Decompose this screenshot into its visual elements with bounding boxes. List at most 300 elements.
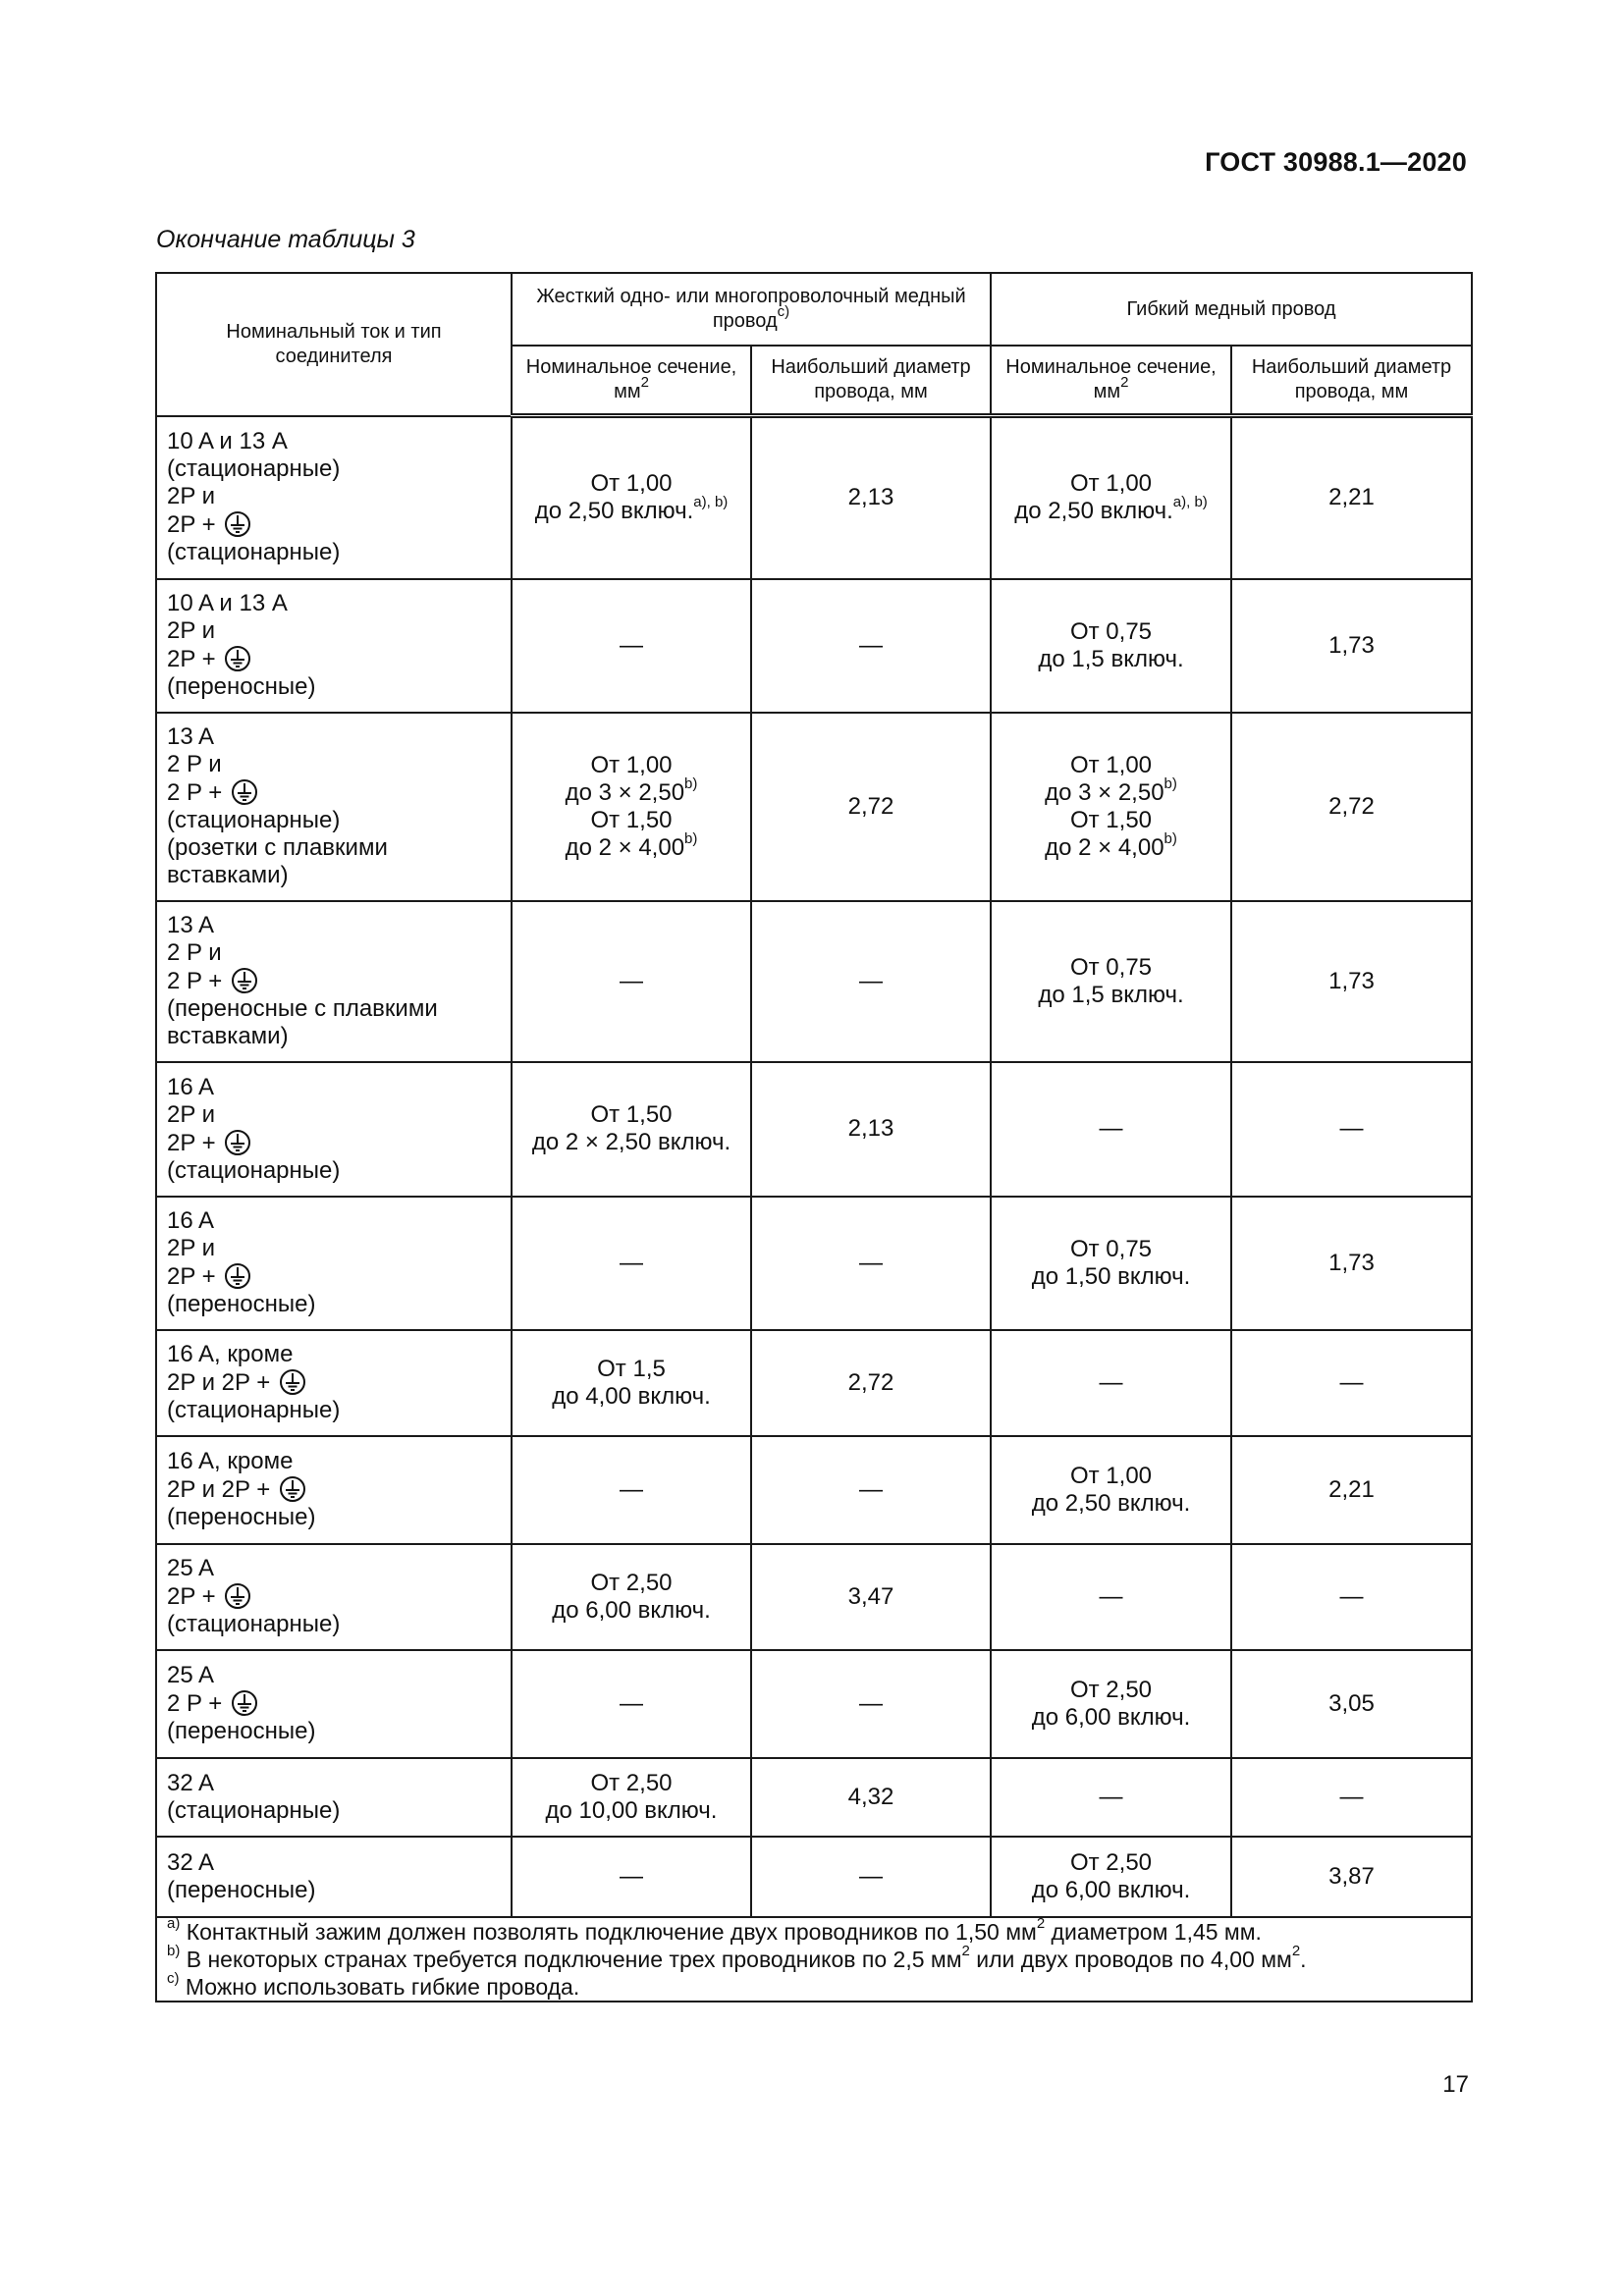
- flex-section-line: [1001, 954, 1220, 982]
- header-rigid-wire: [512, 273, 991, 346]
- flex-diameter-text: 1,73: [1328, 631, 1375, 659]
- flex-diameter-line: [1242, 1369, 1461, 1397]
- flex-diameter-cell: [1231, 1837, 1472, 1917]
- connector-type-cell: [156, 1062, 512, 1197]
- footnotes: [156, 1914, 1472, 2002]
- connector-type-line: [167, 751, 501, 778]
- flex-diameter-text: 1,73: [1328, 1249, 1375, 1276]
- connector-type-line: [167, 1129, 501, 1157]
- flex-section-line: [1001, 752, 1220, 779]
- header-connector-type-label: Номинальный ток и тип соединителя: [226, 320, 442, 367]
- connector-type-line: [167, 510, 501, 539]
- rigid-section-text: до 10,00 включ.: [545, 1796, 718, 1824]
- flex-section-line: [1001, 1115, 1220, 1143]
- table-row: [156, 1436, 1472, 1544]
- connector-type-line: [167, 617, 501, 645]
- header-flex-diameter: [1231, 346, 1472, 416]
- connector-type-text: 2 P и: [167, 751, 222, 777]
- rigid-diameter-text: 2,72: [847, 792, 894, 820]
- footnote-text: Можно использовать гибкие провода.: [185, 1973, 580, 2000]
- flex-section-cell: [991, 1758, 1231, 1837]
- flex-diameter-text: —: [1339, 1368, 1364, 1396]
- footnote: [167, 1969, 1461, 2001]
- flex-diameter-text: 3,87: [1328, 1862, 1375, 1890]
- connector-type-text: (переносные с плавкими: [167, 995, 438, 1022]
- connector-type-text: 2 P +: [167, 779, 223, 806]
- protective-earth-icon: [231, 778, 258, 806]
- rigid-section-text: до 4,00 включ.: [552, 1382, 711, 1410]
- rigid-section-text: От 2,50: [590, 1569, 673, 1596]
- rigid-diameter-text: 2,72: [847, 1368, 894, 1396]
- flex-section-text: От 2,50: [1069, 1676, 1153, 1703]
- footnote-text: В некоторых странах требуется подключение трех проводников по 2,5 мм: [186, 1946, 962, 1972]
- rigid-section-text: От 1,00: [590, 470, 673, 498]
- flex-diameter-cell: [1231, 1197, 1472, 1330]
- rigid-section-cell: [512, 1330, 751, 1436]
- footnote-text: Контактный зажим должен позволять подключение двух проводников по 1,50 мм: [186, 1918, 1037, 1945]
- rigid-diameter-text: 2,13: [847, 1115, 894, 1142]
- connector-type-line: [167, 645, 501, 673]
- rigid-section-line: [522, 632, 740, 660]
- connector-type-text: (стационарные): [167, 455, 341, 482]
- rigid-section-line: [522, 1250, 740, 1277]
- connector-type-line: [167, 1611, 501, 1638]
- connector-type-text: 2P +: [167, 511, 216, 538]
- table-row: [156, 1650, 1472, 1758]
- flex-diameter-cell: [1231, 1436, 1472, 1544]
- connector-type-line: [167, 1877, 501, 1904]
- flex-section-cell: [991, 579, 1231, 713]
- connector-type-text: (стационарные): [167, 1156, 341, 1184]
- connector-type-text: (переносные): [167, 1876, 316, 1903]
- connector-type-line: [167, 1368, 501, 1397]
- table-row: [156, 1837, 1472, 1917]
- header-rigid-section-sup: 2: [640, 374, 649, 392]
- header-flex-diameter-label: Наибольший диаметр провода, мм: [1251, 356, 1452, 402]
- rigid-section-text: до 2 × 2,50 включ.: [531, 1129, 731, 1155]
- connector-type-line: [167, 539, 501, 566]
- footnote: [167, 1942, 1461, 1973]
- flex-diameter-text: 2,72: [1328, 792, 1375, 820]
- rigid-diameter-text: —: [859, 1475, 883, 1503]
- flex-section-text: —: [1099, 1368, 1123, 1396]
- connector-type-line: [167, 1397, 501, 1424]
- rigid-section-line: [522, 1570, 740, 1597]
- table-caption: Окончание таблицы 3: [156, 226, 415, 253]
- rigid-diameter-text: 4,32: [847, 1783, 894, 1810]
- rigid-section-line: [522, 1476, 740, 1504]
- flex-diameter-text: 3,05: [1328, 1689, 1375, 1717]
- protective-earth-icon: [224, 645, 251, 672]
- flex-section-line: [1001, 807, 1220, 834]
- connector-type-text: 16 A: [167, 1207, 215, 1234]
- connector-type-text: 2P и 2P +: [167, 1369, 271, 1396]
- flex-section-text: до 3 × 2,50: [1045, 778, 1164, 806]
- flex-section-cell: [991, 1650, 1231, 1758]
- table-row: [156, 1197, 1472, 1330]
- rigid-section-cell: [512, 1758, 751, 1837]
- connector-type-line: [167, 1341, 501, 1368]
- connector-type-cell: [156, 1650, 512, 1758]
- table-row: [156, 901, 1472, 1062]
- connector-type-cell: [156, 1436, 512, 1544]
- connector-type-line: [167, 995, 501, 1023]
- flex-section-text: до 1,50 включ.: [1031, 1262, 1191, 1290]
- footnote-superscript: 2: [1036, 1914, 1046, 1932]
- flex-section-text: От 0,75: [1069, 953, 1153, 981]
- rigid-section-text: От 1,50: [590, 806, 673, 833]
- connector-type-line: [167, 939, 501, 967]
- rigid-section-cell: [512, 1436, 751, 1544]
- connector-type-line: [167, 1157, 501, 1185]
- rigid-section-footnote-ref: b): [684, 829, 698, 847]
- connector-type-text: 2 P +: [167, 968, 223, 994]
- flex-section-line: [1001, 774, 1220, 807]
- connector-type-line: [167, 1101, 501, 1129]
- header-flexible-wire-label: Гибкий медный провод: [1126, 297, 1336, 320]
- connector-type-text: 16 A: [167, 1073, 215, 1100]
- connector-type-cell: [156, 416, 512, 579]
- connector-type-cell: [156, 1197, 512, 1330]
- rigid-section-line: [522, 1797, 740, 1825]
- rigid-diameter-line: [762, 484, 980, 511]
- rigid-diameter-cell: [751, 1758, 991, 1837]
- header-rigid-diameter-label: Наибольший диаметр провода, мм: [771, 356, 971, 402]
- flex-section-footnote-ref: b): [1164, 774, 1177, 792]
- rigid-section-line: [522, 752, 740, 779]
- connector-type-cell: [156, 1330, 512, 1436]
- rigid-section-line: [522, 968, 740, 995]
- table-row: [156, 1758, 1472, 1837]
- flex-diameter-line: [1242, 484, 1461, 511]
- rigid-section-line: [522, 1383, 740, 1411]
- flex-section-cell: [991, 1544, 1231, 1650]
- connector-type-text: 2P +: [167, 1263, 216, 1290]
- connector-type-text: (стационарные): [167, 1397, 341, 1423]
- rigid-section-text: От 2,50: [590, 1769, 673, 1796]
- flex-diameter-cell: [1231, 1062, 1472, 1197]
- rigid-section-text: —: [620, 1249, 643, 1276]
- connector-type-text: (переносные): [167, 1504, 316, 1530]
- rigid-diameter-line: [762, 632, 980, 660]
- flex-section-text: От 0,75: [1069, 1235, 1153, 1262]
- protective-earth-icon: [224, 1129, 251, 1156]
- connector-type-text: 32 A: [167, 1769, 215, 1796]
- rigid-diameter-line: [762, 1863, 980, 1891]
- flex-section-line: [1001, 982, 1220, 1009]
- rigid-diameter-cell: [751, 416, 991, 579]
- header-flex-section-sup: 2: [1120, 374, 1129, 392]
- table-row: [156, 1330, 1472, 1436]
- flex-section-line: [1001, 1236, 1220, 1263]
- rigid-diameter-cell: [751, 1062, 991, 1197]
- flex-section-line: [1001, 646, 1220, 673]
- header-rigid-wire-label: Жесткий одно- или многопроволочный медный провод: [536, 286, 966, 332]
- rigid-diameter-text: 2,13: [847, 484, 894, 511]
- connector-type-line: [167, 834, 501, 862]
- connector-type-line: [167, 1235, 501, 1262]
- flex-diameter-line: [1242, 632, 1461, 660]
- table-row: [156, 579, 1472, 713]
- rigid-diameter-line: [762, 1476, 980, 1504]
- connector-type-text: вставками): [167, 862, 289, 888]
- connector-type-text: 2P и: [167, 617, 215, 644]
- rigid-diameter-cell: [751, 901, 991, 1062]
- connector-type-text: 25 A: [167, 1555, 215, 1581]
- connector-type-line: [167, 1582, 501, 1611]
- flex-section-line: [1001, 494, 1220, 525]
- footnote-superscript: 2: [1291, 1942, 1301, 1959]
- connector-type-cell: [156, 1544, 512, 1650]
- header-rigid-section: [512, 346, 751, 416]
- connector-type-line: [167, 1662, 501, 1689]
- rigid-diameter-line: [762, 1690, 980, 1718]
- flex-section-cell: [991, 1197, 1231, 1330]
- flex-diameter-line: [1242, 793, 1461, 821]
- flex-section-text: —: [1099, 1115, 1123, 1142]
- protective-earth-icon: [224, 1262, 251, 1290]
- rigid-diameter-cell: [751, 1544, 991, 1650]
- flex-diameter-cell: [1231, 1758, 1472, 1837]
- footnote-mark: c): [167, 1969, 180, 1987]
- rigid-section-footnote-ref: b): [684, 774, 698, 792]
- flex-diameter-text: —: [1339, 1115, 1364, 1142]
- rigid-section-footnote-ref: a), b): [693, 494, 729, 511]
- rigid-section-text: до 3 × 2,50: [565, 778, 685, 806]
- flex-section-cell: [991, 1062, 1231, 1197]
- header-rigid-diameter: [751, 346, 991, 416]
- rigid-section-text: —: [620, 631, 643, 659]
- rigid-section-line: [522, 774, 740, 807]
- flex-diameter-cell: [1231, 416, 1472, 579]
- table-body: [156, 416, 1472, 1917]
- rigid-diameter-cell: [751, 1837, 991, 1917]
- document-code: ГОСТ 30988.1—2020: [1205, 147, 1467, 177]
- flex-section-text: до 6,00 включ.: [1031, 1703, 1191, 1731]
- table-row: [156, 1062, 1472, 1197]
- flex-section-line: [1001, 1583, 1220, 1611]
- connector-type-line: [167, 1689, 501, 1718]
- connector-type-text: (переносные): [167, 1718, 316, 1744]
- flex-section-text: От 2,50: [1069, 1848, 1153, 1876]
- header-flexible-wire: [991, 273, 1472, 346]
- rigid-diameter-line: [762, 1583, 980, 1611]
- flex-section-text: От 1,50: [1069, 806, 1153, 833]
- rigid-section-line: [522, 1690, 740, 1718]
- connector-type-text: (стационарные): [167, 539, 341, 565]
- connector-type-cell: [156, 1758, 512, 1837]
- connector-type-line: [167, 1074, 501, 1101]
- rigid-diameter-text: —: [859, 1689, 883, 1717]
- connector-type-line: [167, 778, 501, 807]
- rigid-section-text: до 2 × 4,00: [565, 833, 685, 861]
- flex-diameter-line: [1242, 1690, 1461, 1718]
- connector-type-text: 2P +: [167, 1583, 216, 1610]
- flex-diameter-line: [1242, 1250, 1461, 1277]
- footnote-mark: a): [167, 1914, 181, 1932]
- connector-type-line: [167, 455, 501, 483]
- flex-section-text: до 2,50 включ.: [1014, 498, 1173, 525]
- connector-type-line: [167, 673, 501, 701]
- rigid-diameter-line: [762, 1369, 980, 1397]
- rigid-diameter-text: 3,47: [847, 1582, 894, 1610]
- flex-section-text: От 1,00: [1069, 1462, 1153, 1489]
- flex-section-footnote-ref: a), b): [1172, 494, 1208, 511]
- connector-type-line: [167, 1262, 501, 1291]
- connector-type-text: 16 A, кроме: [167, 1448, 294, 1474]
- flex-section-footnote-ref: b): [1164, 829, 1177, 847]
- connector-type-text: (стационарные): [167, 1796, 341, 1824]
- header-rigid-section-label: Номинальное сечение, мм: [525, 356, 737, 402]
- footnote-superscript: 2: [961, 1942, 970, 1959]
- flex-section-cell: [991, 901, 1231, 1062]
- connector-type-text: (переносные): [167, 1291, 316, 1317]
- rigid-diameter-line: [762, 1784, 980, 1811]
- rigid-diameter-line: [762, 793, 980, 821]
- connector-type-text: 2P и: [167, 483, 215, 509]
- connector-type-line: [167, 590, 501, 617]
- rigid-section-line: [522, 1863, 740, 1891]
- flex-section-text: От 1,00: [1069, 470, 1153, 498]
- connector-type-text: 2P и: [167, 1235, 215, 1261]
- connector-type-text: 25 A: [167, 1662, 215, 1688]
- flex-diameter-line: [1242, 1115, 1461, 1143]
- connector-type-text: 10 A и 13 A: [167, 590, 288, 616]
- rigid-section-text: От 1,50: [590, 1101, 673, 1128]
- rigid-section-cell: [512, 901, 751, 1062]
- connector-type-line: [167, 1448, 501, 1475]
- flex-section-line: [1001, 1677, 1220, 1704]
- connector-type-line: [167, 1207, 501, 1235]
- flex-diameter-text: 2,21: [1328, 484, 1375, 511]
- rigid-diameter-line: [762, 968, 980, 995]
- rigid-diameter-text: —: [859, 1862, 883, 1890]
- connector-type-text: (розетки с плавкими: [167, 834, 388, 861]
- rigid-section-cell: [512, 1062, 751, 1197]
- connector-type-text: вставками): [167, 1023, 289, 1049]
- flex-section-text: до 1,5 включ.: [1038, 981, 1184, 1008]
- rigid-section-line: [522, 807, 740, 834]
- rigid-section-line: [522, 1597, 740, 1625]
- flex-section-line: [1001, 1369, 1220, 1397]
- rigid-section-cell: [512, 1544, 751, 1650]
- flex-section-line: [1001, 1263, 1220, 1291]
- protective-earth-icon: [231, 1689, 258, 1717]
- flex-section-text: —: [1099, 1783, 1123, 1810]
- header-flex-section: [991, 346, 1231, 416]
- rigid-section-text: —: [620, 1689, 643, 1717]
- connector-type-text: 2P и 2P +: [167, 1476, 271, 1503]
- protective-earth-icon: [231, 967, 258, 994]
- connector-type-line: [167, 1023, 501, 1050]
- rigid-diameter-cell: [751, 1650, 991, 1758]
- flex-section-text: до 1,5 включ.: [1038, 645, 1184, 672]
- rigid-section-text: —: [620, 967, 643, 994]
- connector-type-text: 2P +: [167, 646, 216, 672]
- flex-section-text: до 6,00 включ.: [1031, 1876, 1191, 1903]
- connector-type-text: 2P и: [167, 1100, 215, 1128]
- flex-diameter-line: [1242, 968, 1461, 995]
- flex-diameter-cell: [1231, 1544, 1472, 1650]
- connector-type-cell: [156, 579, 512, 713]
- connector-type-line: [167, 1770, 501, 1797]
- flex-section-text: до 2,50 включ.: [1031, 1489, 1191, 1517]
- protective-earth-icon: [279, 1368, 306, 1396]
- connector-type-text: 2P +: [167, 1129, 216, 1156]
- footnote-text: диаметром 1,45 мм.: [1045, 1918, 1262, 1945]
- flex-section-line: [1001, 829, 1220, 862]
- flex-section-line: [1001, 1784, 1220, 1811]
- connector-type-text: 10 A и 13 A: [167, 428, 288, 454]
- rigid-section-line: [522, 494, 740, 525]
- rigid-section-line: [522, 1770, 740, 1797]
- flex-section-text: до 2 × 4,00: [1045, 833, 1164, 861]
- flex-section-line: [1001, 618, 1220, 646]
- connector-type-cell: [156, 713, 512, 901]
- rigid-diameter-cell: [751, 1197, 991, 1330]
- connector-type-line: [167, 1555, 501, 1582]
- footnote-text: .: [1300, 1946, 1307, 1972]
- connector-type-text: (стационарные): [167, 807, 341, 833]
- flex-diameter-text: 2,21: [1328, 1475, 1375, 1503]
- flex-section-line: [1001, 1849, 1220, 1877]
- flex-diameter-line: [1242, 1863, 1461, 1891]
- table-row: [156, 1544, 1472, 1650]
- flex-section-cell: [991, 1436, 1231, 1544]
- connector-type-line: [167, 483, 501, 510]
- protective-earth-icon: [279, 1475, 306, 1503]
- flex-section-cell: [991, 416, 1231, 579]
- rigid-section-cell: [512, 1197, 751, 1330]
- flex-section-line: [1001, 1877, 1220, 1904]
- flex-diameter-line: [1242, 1476, 1461, 1504]
- connector-type-line: [167, 1475, 501, 1504]
- rigid-diameter-line: [762, 1115, 980, 1143]
- rigid-diameter-cell: [751, 1436, 991, 1544]
- connector-type-cell: [156, 1837, 512, 1917]
- rigid-section-text: От 1,5: [597, 1355, 666, 1382]
- flex-diameter-text: —: [1339, 1582, 1364, 1610]
- flex-diameter-cell: [1231, 1650, 1472, 1758]
- protective-earth-icon: [224, 510, 251, 538]
- rigid-section-text: —: [620, 1862, 643, 1890]
- rigid-diameter-text: —: [859, 1249, 883, 1276]
- flex-diameter-cell: [1231, 901, 1472, 1062]
- flex-section-text: От 1,00: [1069, 751, 1153, 778]
- connector-type-text: 16 A, кроме: [167, 1341, 294, 1367]
- flex-section-cell: [991, 713, 1231, 901]
- flex-section-text: —: [1099, 1582, 1123, 1610]
- connector-type-text: 2 P и: [167, 939, 222, 966]
- connector-type-line: [167, 807, 501, 834]
- rigid-diameter-cell: [751, 1330, 991, 1436]
- connector-type-line: [167, 428, 501, 455]
- rigid-diameter-line: [762, 1250, 980, 1277]
- flex-diameter-text: —: [1339, 1783, 1364, 1810]
- connector-type-line: [167, 862, 501, 889]
- rigid-section-cell: [512, 579, 751, 713]
- rigid-section-line: [522, 1129, 740, 1156]
- page-number: 17: [1442, 2071, 1469, 2098]
- connector-type-line: [167, 967, 501, 995]
- connector-type-line: [167, 1504, 501, 1531]
- flex-section-text: От 0,75: [1069, 617, 1153, 645]
- flex-diameter-cell: [1231, 579, 1472, 713]
- connector-type-line: [167, 912, 501, 939]
- flex-section-cell: [991, 1330, 1231, 1436]
- rigid-section-line: [522, 1356, 740, 1383]
- header-rigid-wire-sup: c): [777, 303, 790, 321]
